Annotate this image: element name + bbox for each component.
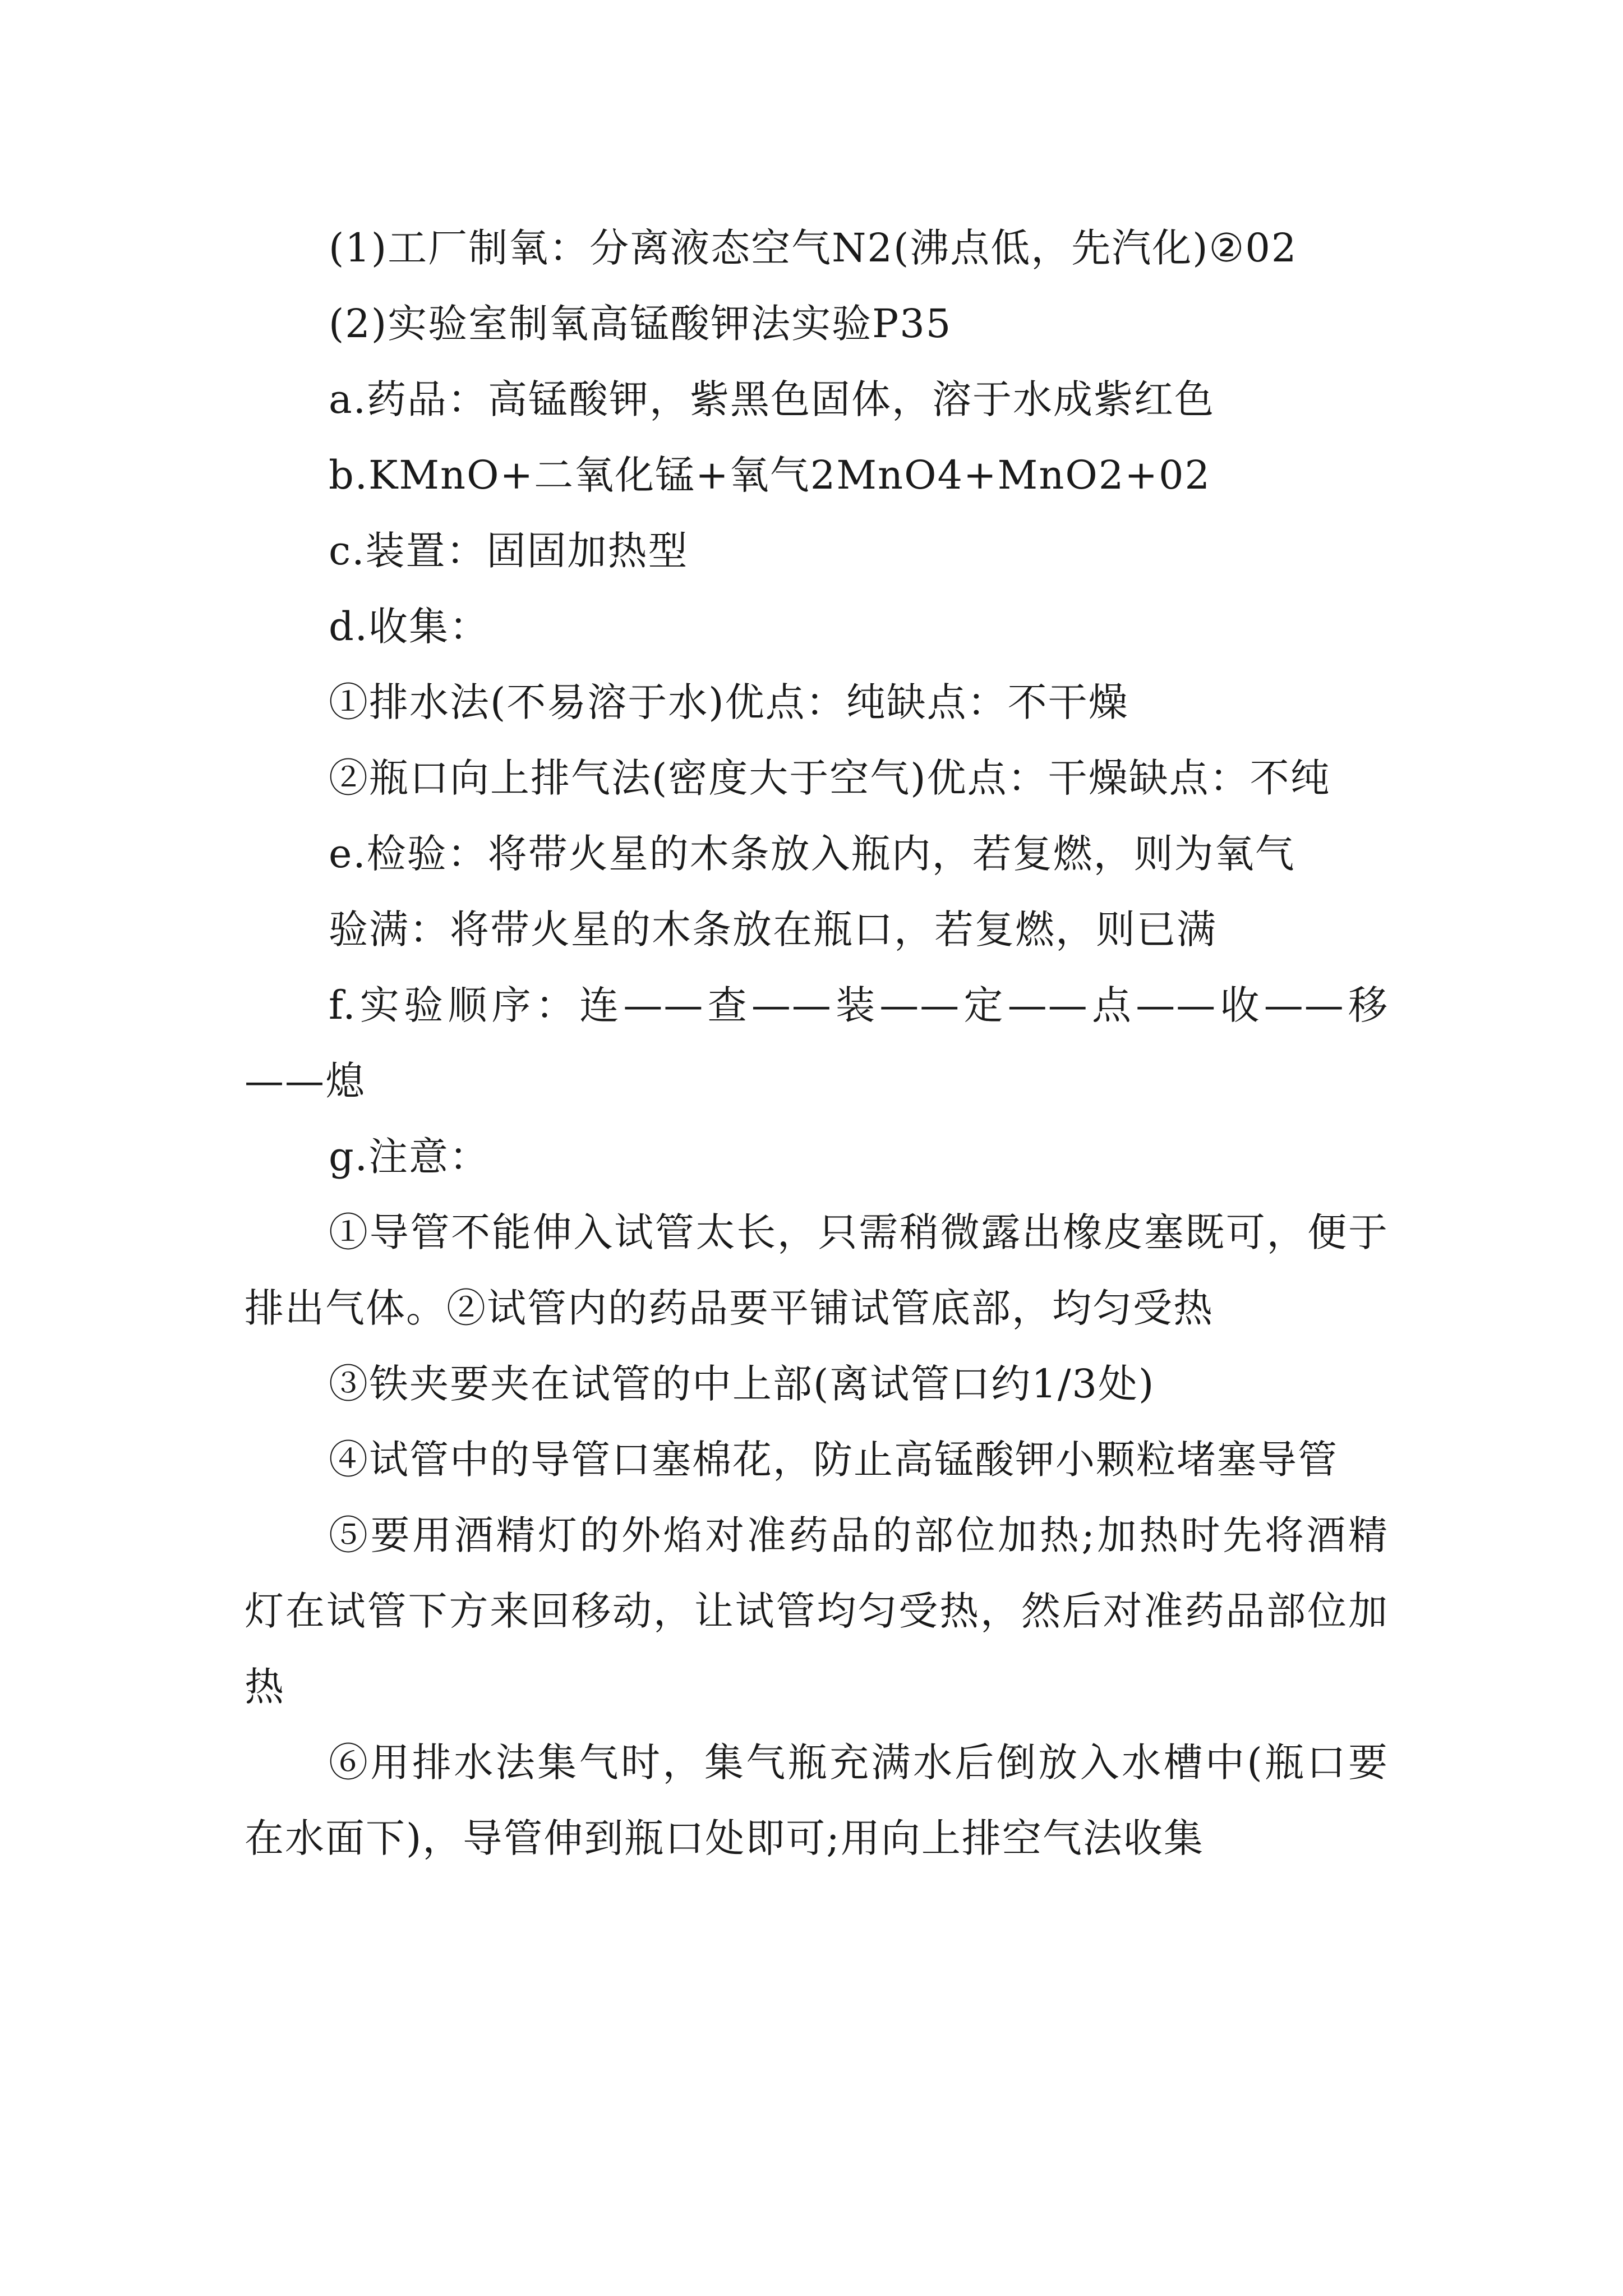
paragraph-reagent: a.药品：高锰酸钾，紫黑色固体，溶于水成紫红色 bbox=[329, 376, 1215, 422]
document-body bbox=[245, 210, 1389, 1876]
paragraph-note-1-2: ①导管不能伸入试管太长，只需稍微露出橡皮塞既可，便于排出气体。②试管内的药品要平铺试管底部，均匀受热 bbox=[245, 1209, 1389, 1331]
paragraph-note-5: ⑤要用酒精灯的外焰对准药品的部位加热;加热时先将酒精灯在试管下方来回移动，让试管均匀受热，然后对准药品部位加热 bbox=[245, 1512, 1389, 1710]
paragraph-apparatus: c.装置：固固加热型 bbox=[329, 528, 689, 574]
paragraph-notes-heading: g.注意： bbox=[329, 1134, 490, 1180]
paragraph-collection: d.收集： bbox=[329, 604, 490, 650]
paragraph-reaction: b.KMnO+二氧化锰+氧气2MnO4+MnO2+02 bbox=[329, 452, 1211, 498]
paragraph-upward-air-displacement: ②瓶口向上排气法(密度大于空气)优点：干燥缺点：不纯 bbox=[329, 755, 1331, 801]
paragraph-test: e.检验：将带火星的木条放入瓶内，若复燃，则为氧气 bbox=[329, 831, 1295, 877]
paragraph-water-displacement: ①排水法(不易溶于水)优点：纯缺点：不干燥 bbox=[329, 679, 1129, 725]
paragraph-note-3: ③铁夹要夹在试管的中上部(离试管口约1/3处) bbox=[329, 1361, 1155, 1407]
paragraph-procedure-order: f.实验顺序：连——查——装——定——点——收——移——熄 bbox=[245, 982, 1389, 1104]
paragraph-note-4: ④试管中的导管口塞棉花，防止高锰酸钾小颗粒堵塞导管 bbox=[329, 1437, 1338, 1483]
paragraph-full-check: 验满：将带火星的木条放在瓶口，若复燃，则已满 bbox=[329, 907, 1217, 953]
paragraph-lab-oxygen: (2)实验室制氧高锰酸钾法实验P35 bbox=[329, 301, 952, 347]
paragraph-note-6: ⑥用排水法集气时，集气瓶充满水后倒放入水槽中(瓶口要在水面下)，导管伸到瓶口处即可;用向上排空气法收集 bbox=[245, 1740, 1389, 1861]
paragraph-factory-oxygen: (1)工厂制氧：分离液态空气N2(沸点低，先汽化)②02 bbox=[329, 225, 1298, 271]
